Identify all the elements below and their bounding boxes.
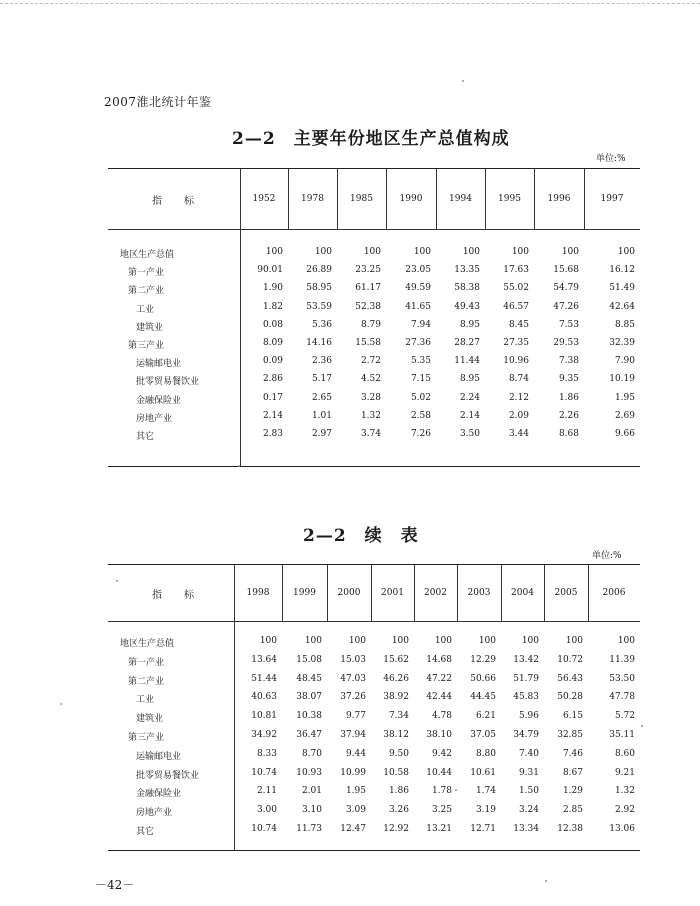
scan-speck xyxy=(641,725,643,727)
row-label: 金融保险业 xyxy=(136,395,182,406)
row-label: 第三产业 xyxy=(128,733,165,743)
value-cell: 23.25 xyxy=(355,265,381,276)
value-cell: 12.92 xyxy=(383,824,409,834)
column-divider xyxy=(288,169,289,229)
year-header: 1990 xyxy=(399,194,423,204)
running-header: 2007淮北统计年鉴 xyxy=(104,95,212,109)
year-header: 2000 xyxy=(337,588,361,598)
column-divider xyxy=(485,169,486,229)
value-cell: 17.63 xyxy=(503,265,529,276)
row-label: 第三产业 xyxy=(128,341,165,351)
table-row xyxy=(108,374,640,392)
value-cell: 100 xyxy=(348,636,366,646)
value-cell: 8.33 xyxy=(256,748,277,759)
value-cell: 8.45 xyxy=(508,319,529,330)
value-cell: 56.43 xyxy=(557,673,583,684)
value-cell: 7.38 xyxy=(558,356,579,367)
row-label: 运输邮电业 xyxy=(136,359,182,370)
value-cell: 50.28 xyxy=(557,692,583,703)
scan-speck xyxy=(455,789,457,791)
value-cell: 100 xyxy=(617,247,635,257)
value-cell: 8.70 xyxy=(301,748,322,759)
table-row xyxy=(108,338,640,356)
table-row xyxy=(108,636,640,654)
value-cell: 100 xyxy=(304,636,322,646)
value-cell: 7.94 xyxy=(410,319,431,330)
value-cell: 28.27 xyxy=(454,338,480,348)
table1-title: 2—2 主要年份地区生产总值构成 xyxy=(232,129,510,149)
value-cell: 47.03 xyxy=(340,673,366,684)
table-row xyxy=(108,265,640,283)
column-divider xyxy=(584,169,585,229)
value-cell: 29.53 xyxy=(553,338,579,348)
value-cell: 9.31 xyxy=(518,767,539,778)
value-cell: 0.09 xyxy=(262,356,283,367)
value-cell: 100 xyxy=(413,247,431,257)
value-cell: 8.60 xyxy=(614,748,635,759)
row-label: 工业 xyxy=(136,304,155,315)
year-header: 2005 xyxy=(554,588,578,598)
table-header-row xyxy=(108,565,640,622)
value-cell: 51.49 xyxy=(609,283,635,294)
row-label: 运输邮电业 xyxy=(136,751,182,762)
value-cell: 9.21 xyxy=(614,767,635,778)
value-cell: 10.72 xyxy=(557,654,583,665)
value-cell: 2.72 xyxy=(360,356,381,367)
column-divider xyxy=(588,565,589,621)
year-header: 2002 xyxy=(424,588,447,598)
value-cell: 2.14 xyxy=(459,410,480,421)
value-cell: 1.74 xyxy=(475,786,496,797)
value-cell: 7.34 xyxy=(388,711,409,722)
value-cell: 1.82 xyxy=(262,301,283,312)
value-cell: 3.19 xyxy=(475,805,496,816)
value-cell: 7.46 xyxy=(562,748,583,759)
row-label: 金融保险业 xyxy=(136,789,182,800)
table-row xyxy=(108,320,640,338)
value-cell: 10.19 xyxy=(609,374,635,385)
value-cell: 3.28 xyxy=(360,392,381,403)
value-cell: 12.29 xyxy=(470,654,496,665)
value-cell: 1.50 xyxy=(518,786,539,797)
row-label: 批零贸易餐饮业 xyxy=(136,377,200,388)
row-label: 建筑业 xyxy=(136,714,164,725)
value-cell: 10.96 xyxy=(503,356,529,367)
column-divider xyxy=(337,169,338,229)
row-label: 工业 xyxy=(136,695,155,706)
value-cell: 5.17 xyxy=(311,374,332,385)
indicator-header: 指 标 xyxy=(152,196,200,207)
value-cell: 2.65 xyxy=(311,392,332,403)
column-divider xyxy=(436,169,437,229)
value-cell: 37.05 xyxy=(470,730,496,740)
value-cell: 42.64 xyxy=(609,301,635,312)
value-cell: 3.44 xyxy=(508,429,529,439)
value-cell: 2.12 xyxy=(508,392,529,403)
scan-speck xyxy=(545,880,547,882)
value-cell: 3.50 xyxy=(459,429,480,439)
value-cell: 100 xyxy=(511,247,529,257)
value-cell: 51.79 xyxy=(513,673,539,684)
value-cell: 55.02 xyxy=(503,283,529,294)
value-cell: 2.01 xyxy=(301,786,322,797)
value-cell: 1.32 xyxy=(360,410,381,421)
value-cell: 34.79 xyxy=(513,730,539,740)
value-cell: 5.36 xyxy=(311,319,332,330)
table-row xyxy=(108,749,640,767)
scan-speck xyxy=(238,465,240,467)
table-row xyxy=(108,247,640,265)
row-label: 地区生产总值 xyxy=(120,639,175,649)
row-label: 其它 xyxy=(136,432,155,442)
value-cell: 100 xyxy=(462,247,480,257)
scan-speck xyxy=(60,703,62,705)
year-header: 1999 xyxy=(293,588,316,598)
value-cell: 54.79 xyxy=(553,283,579,294)
value-cell: 8.68 xyxy=(558,429,579,439)
value-cell: 32.85 xyxy=(557,730,583,740)
table-row xyxy=(108,711,640,729)
value-cell: 100 xyxy=(565,636,583,646)
table-row xyxy=(108,692,640,710)
scan-dashed-edge xyxy=(0,3,700,4)
value-cell: 14.16 xyxy=(306,338,332,348)
value-cell: 10.61 xyxy=(470,767,496,778)
table-row xyxy=(108,730,640,748)
value-cell: 13.35 xyxy=(454,265,480,276)
value-cell: 1.86 xyxy=(388,786,409,797)
value-cell: 2.24 xyxy=(459,392,480,403)
value-cell: 51.44 xyxy=(251,673,277,684)
value-cell: 2.86 xyxy=(262,374,283,385)
column-divider xyxy=(501,565,502,621)
value-cell: 9.35 xyxy=(558,374,579,385)
value-cell: 15.08 xyxy=(296,654,322,665)
table-row xyxy=(108,411,640,429)
value-cell: 10.44 xyxy=(426,767,452,778)
table-row xyxy=(108,805,640,823)
row-label: 第二产业 xyxy=(128,286,165,297)
value-cell: 47.26 xyxy=(553,301,579,312)
row-label: 第一产业 xyxy=(128,268,165,279)
page-number: －42－ xyxy=(95,878,135,892)
value-cell: 38.10 xyxy=(426,730,452,740)
value-cell: 2.83 xyxy=(262,429,283,439)
value-cell: 10.99 xyxy=(340,767,366,778)
table-row xyxy=(108,768,640,786)
row-label: 房地产业 xyxy=(136,808,173,819)
value-cell: 3.10 xyxy=(301,805,322,816)
value-cell: 7.15 xyxy=(410,374,431,385)
value-cell: 34.92 xyxy=(251,730,277,740)
table1 xyxy=(108,168,640,467)
value-cell: 6.21 xyxy=(475,711,496,722)
value-cell: 13.34 xyxy=(513,824,539,834)
value-cell: 15.62 xyxy=(383,654,409,665)
value-cell: 49.43 xyxy=(454,301,480,312)
value-cell: 0.08 xyxy=(262,319,283,330)
value-cell: 10.81 xyxy=(251,711,277,722)
table-row xyxy=(108,302,640,320)
value-cell: 53.50 xyxy=(609,673,635,684)
value-cell: 1.90 xyxy=(262,283,283,294)
value-cell: 90.01 xyxy=(257,265,283,276)
value-cell: 37.94 xyxy=(340,730,366,740)
table-row xyxy=(108,655,640,673)
value-cell: 100 xyxy=(265,247,283,257)
value-cell: 7.40 xyxy=(518,748,539,759)
row-label: 批零贸易餐饮业 xyxy=(136,770,200,781)
year-header: 1985 xyxy=(350,194,373,204)
table2 xyxy=(108,564,640,851)
value-cell: 38.12 xyxy=(383,730,409,740)
table-row xyxy=(108,824,640,842)
value-cell: 58.38 xyxy=(454,283,480,294)
value-cell: 8.67 xyxy=(562,767,583,778)
value-cell: 100 xyxy=(521,636,539,646)
value-cell: 13.06 xyxy=(609,824,635,834)
value-cell: 4.52 xyxy=(360,374,381,385)
value-cell: 100 xyxy=(391,636,409,646)
year-header: 1995 xyxy=(498,194,521,204)
year-header: 2003 xyxy=(467,588,491,598)
value-cell: 47.22 xyxy=(426,673,452,684)
value-cell: 9.42 xyxy=(431,748,452,759)
value-cell: 12.47 xyxy=(340,824,366,834)
column-divider xyxy=(534,169,535,229)
table-row xyxy=(108,429,640,447)
value-cell: 3.25 xyxy=(431,805,452,816)
value-cell: 13.42 xyxy=(513,654,539,665)
value-cell: 10.74 xyxy=(251,824,277,834)
value-cell: 47.78 xyxy=(609,692,635,703)
year-header: 1997 xyxy=(600,194,624,204)
value-cell: 1.95 xyxy=(345,786,366,797)
value-cell: 100 xyxy=(561,247,579,257)
value-cell: 8.95 xyxy=(459,374,480,385)
value-cell: 1.29 xyxy=(562,786,583,797)
value-cell: 2.11 xyxy=(256,786,277,797)
value-cell: 46.57 xyxy=(503,301,529,312)
row-label: 房地产业 xyxy=(136,413,173,424)
value-cell: 2.97 xyxy=(311,429,332,439)
value-cell: 8.80 xyxy=(475,748,496,759)
value-cell: 100 xyxy=(617,636,635,646)
value-cell: 9.50 xyxy=(388,748,409,759)
year-header: 1998 xyxy=(246,588,270,598)
value-cell: 11.44 xyxy=(454,356,480,367)
value-cell: 9.44 xyxy=(345,748,366,759)
value-cell: 10.93 xyxy=(296,767,322,778)
value-cell: 8.74 xyxy=(508,374,529,385)
value-cell: 38.07 xyxy=(296,692,322,703)
value-cell: 7.90 xyxy=(614,356,635,367)
value-cell: 2.69 xyxy=(614,410,635,421)
year-header: 2004 xyxy=(511,588,534,598)
value-cell: 5.35 xyxy=(410,356,431,367)
column-divider xyxy=(386,169,387,229)
value-cell: 2.14 xyxy=(262,410,283,421)
value-cell: 23.05 xyxy=(405,265,431,276)
value-cell: 14.68 xyxy=(426,654,452,665)
value-cell: 49.59 xyxy=(405,283,431,294)
row-label: 其它 xyxy=(136,827,155,837)
value-cell: 1.01 xyxy=(311,410,332,421)
table-row xyxy=(108,393,640,411)
value-cell: 2.85 xyxy=(562,805,583,816)
value-cell: 100 xyxy=(314,247,332,257)
value-cell: 38.92 xyxy=(383,692,409,703)
value-cell: 13.21 xyxy=(426,824,452,834)
table1-unit: 单位:% xyxy=(596,154,626,164)
value-cell: 6.15 xyxy=(562,711,583,722)
value-cell: 46.26 xyxy=(383,673,409,684)
value-cell: 11.39 xyxy=(609,654,635,665)
value-cell: 0.17 xyxy=(262,392,283,403)
value-cell: 13.64 xyxy=(251,654,277,665)
row-label: 地区生产总值 xyxy=(120,250,175,260)
value-cell: 40.63 xyxy=(251,692,277,703)
row-label: 建筑业 xyxy=(136,322,164,333)
value-cell: 27.35 xyxy=(503,338,529,348)
value-cell: 61.17 xyxy=(355,283,381,294)
table2-title: 2—2 续 表 xyxy=(303,526,419,546)
value-cell: 16.12 xyxy=(609,265,635,276)
value-cell: 12.71 xyxy=(470,824,496,834)
value-cell: 1.32 xyxy=(614,786,635,797)
value-cell: 45.83 xyxy=(513,692,539,703)
value-cell: 10.74 xyxy=(251,767,277,778)
value-cell: 3.00 xyxy=(256,805,277,816)
value-cell: 8.95 xyxy=(459,319,480,330)
value-cell: 8.85 xyxy=(614,319,635,330)
value-cell: 9.66 xyxy=(614,429,635,439)
value-cell: 100 xyxy=(434,636,452,646)
value-cell: 11.73 xyxy=(296,824,322,834)
value-cell: 50.66 xyxy=(470,673,496,684)
year-header: 1952 xyxy=(252,194,276,204)
value-cell: 3.26 xyxy=(388,805,409,816)
row-label: 第二产业 xyxy=(128,676,165,687)
value-cell: 10.58 xyxy=(383,767,409,778)
value-cell: 52.38 xyxy=(355,301,381,312)
value-cell: 36.47 xyxy=(296,730,322,740)
column-divider xyxy=(457,565,458,621)
value-cell: 2.92 xyxy=(614,805,635,816)
value-cell: 15.68 xyxy=(553,265,579,276)
value-cell: 1.95 xyxy=(614,392,635,403)
year-header: 1978 xyxy=(301,194,324,204)
scan-speck xyxy=(116,580,118,582)
value-cell: 44.45 xyxy=(470,692,496,703)
value-cell: 7.53 xyxy=(558,319,579,330)
value-cell: 5.02 xyxy=(410,392,431,403)
value-cell: 2.26 xyxy=(558,410,579,421)
table-header-row xyxy=(108,169,640,230)
value-cell: 26.89 xyxy=(306,265,332,276)
value-cell: 1.86 xyxy=(558,392,579,403)
value-cell: 1.78 xyxy=(431,786,452,797)
value-cell: 3.09 xyxy=(345,805,366,816)
value-cell: 2.36 xyxy=(311,356,332,367)
value-cell: 12.38 xyxy=(557,824,583,834)
indicator-header: 指 标 xyxy=(152,590,200,601)
value-cell: 2.58 xyxy=(410,410,431,421)
year-header: 2006 xyxy=(602,588,626,598)
year-header: 1996 xyxy=(547,194,571,204)
value-cell: 100 xyxy=(478,636,496,646)
year-header: 2001 xyxy=(381,588,404,598)
value-cell: 15.03 xyxy=(340,654,366,665)
column-divider xyxy=(327,565,328,621)
value-cell: 8.09 xyxy=(262,338,283,348)
value-cell: 58.95 xyxy=(306,283,332,294)
value-cell: 10.38 xyxy=(296,711,322,722)
table-row xyxy=(108,674,640,692)
value-cell: 27.36 xyxy=(405,338,431,348)
value-cell: 3.74 xyxy=(360,429,381,439)
row-label: 第一产业 xyxy=(128,657,165,668)
year-header: 1994 xyxy=(449,194,472,204)
column-divider xyxy=(282,565,283,621)
table-row xyxy=(108,283,640,301)
value-cell: 100 xyxy=(363,247,381,257)
value-cell: 41.65 xyxy=(405,301,431,312)
table2-unit: 单位:% xyxy=(592,551,622,561)
value-cell: 5.96 xyxy=(518,711,539,722)
value-cell: 32.39 xyxy=(609,338,635,348)
table-row xyxy=(108,786,640,804)
value-cell: 5.72 xyxy=(614,711,635,722)
table-row xyxy=(108,356,640,374)
value-cell: 35.11 xyxy=(609,730,635,740)
value-cell: 42.44 xyxy=(426,692,452,703)
value-cell: 9.77 xyxy=(345,711,366,722)
scan-speck xyxy=(462,80,464,82)
value-cell: 15.58 xyxy=(355,338,381,348)
column-divider xyxy=(544,565,545,621)
value-cell: 53.59 xyxy=(306,301,332,312)
value-cell: 100 xyxy=(259,636,277,646)
value-cell: 3.24 xyxy=(518,805,539,816)
column-divider xyxy=(414,565,415,621)
value-cell: 4.78 xyxy=(431,711,452,722)
value-cell: 8.79 xyxy=(360,319,381,330)
column-divider xyxy=(371,565,372,621)
value-cell: 48.45 xyxy=(296,673,322,684)
value-cell: 2.09 xyxy=(508,410,529,421)
value-cell: 7.26 xyxy=(410,429,431,439)
value-cell: 37.26 xyxy=(340,692,366,703)
